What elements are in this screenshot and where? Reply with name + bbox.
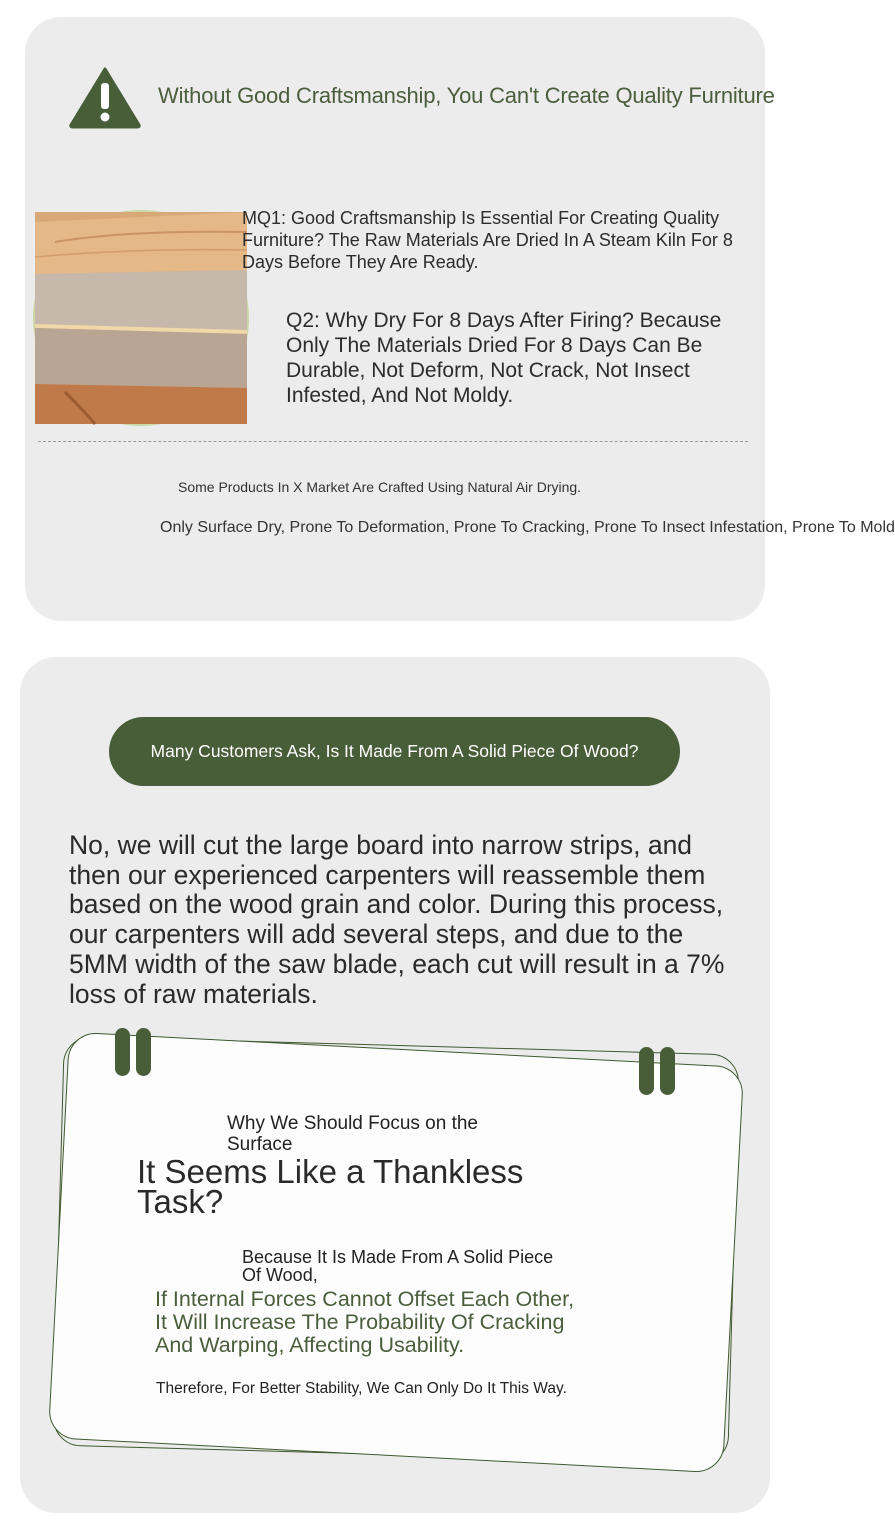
wood-board-image xyxy=(33,210,249,426)
because-text: Because It Is Made From A Solid Piece Of Wood, xyxy=(242,1247,554,1285)
answer-paragraph: No, we will cut the large board into narrow strips, and then our experienced carpenters will reassemble them based on the wood grain and color. During this process, our carpenters will add several steps, and due to the 5MM width of the saw blade, each cut will result in a 7% loss of raw materials. xyxy=(69,830,725,1009)
therefore-text: Therefore, For Better Stability, We Can Only Do It This Way. xyxy=(156,1380,567,1397)
why-heading: Why We Should Focus on the Surface xyxy=(227,1113,478,1155)
question-pill: Many Customers Ask, Is It Made From A Solid Piece Of Wood? xyxy=(109,717,680,786)
thankless-heading: It Seems Like a Thankless Task? xyxy=(137,1153,524,1220)
solid-wood-card xyxy=(20,657,770,1513)
quote-mark-icon xyxy=(639,1047,675,1095)
divider xyxy=(38,441,748,442)
question-two: Q2: Why Dry For 8 Days After Firing? Because Only The Materials Dried For 8 Days Can Be Durable, Not Deform, Not Crack, Not Insect Infested, And Not Moldy. xyxy=(286,309,722,407)
warning-triangle-icon xyxy=(69,67,141,129)
question-one: MQ1: Good Craftsmanship Is Essential For Creating Quality Furniture? The Raw Materials Are Dried In A Steam Kiln For 8 Days Before They Are Ready. xyxy=(242,208,733,272)
quote-mark-icon xyxy=(115,1028,151,1076)
craftsmanship-card xyxy=(25,17,895,621)
air-drying-note: Some Products In X Market Are Crafted Using Natural Air Drying. xyxy=(178,479,582,495)
section-headline: Without Good Craftsmanship, You Can't Create Quality Furniture xyxy=(158,83,775,108)
internal-forces-text: If Internal Forces Cannot Offset Each Other, It Will Increase The Probability Of Cracking And Warping, Affecting Usability. xyxy=(155,1287,575,1357)
air-drying-drawbacks: Only Surface Dry, Prone To Deformation, Prone To Cracking, Prone To Insect Infestation, Prone To Mold xyxy=(160,519,895,536)
